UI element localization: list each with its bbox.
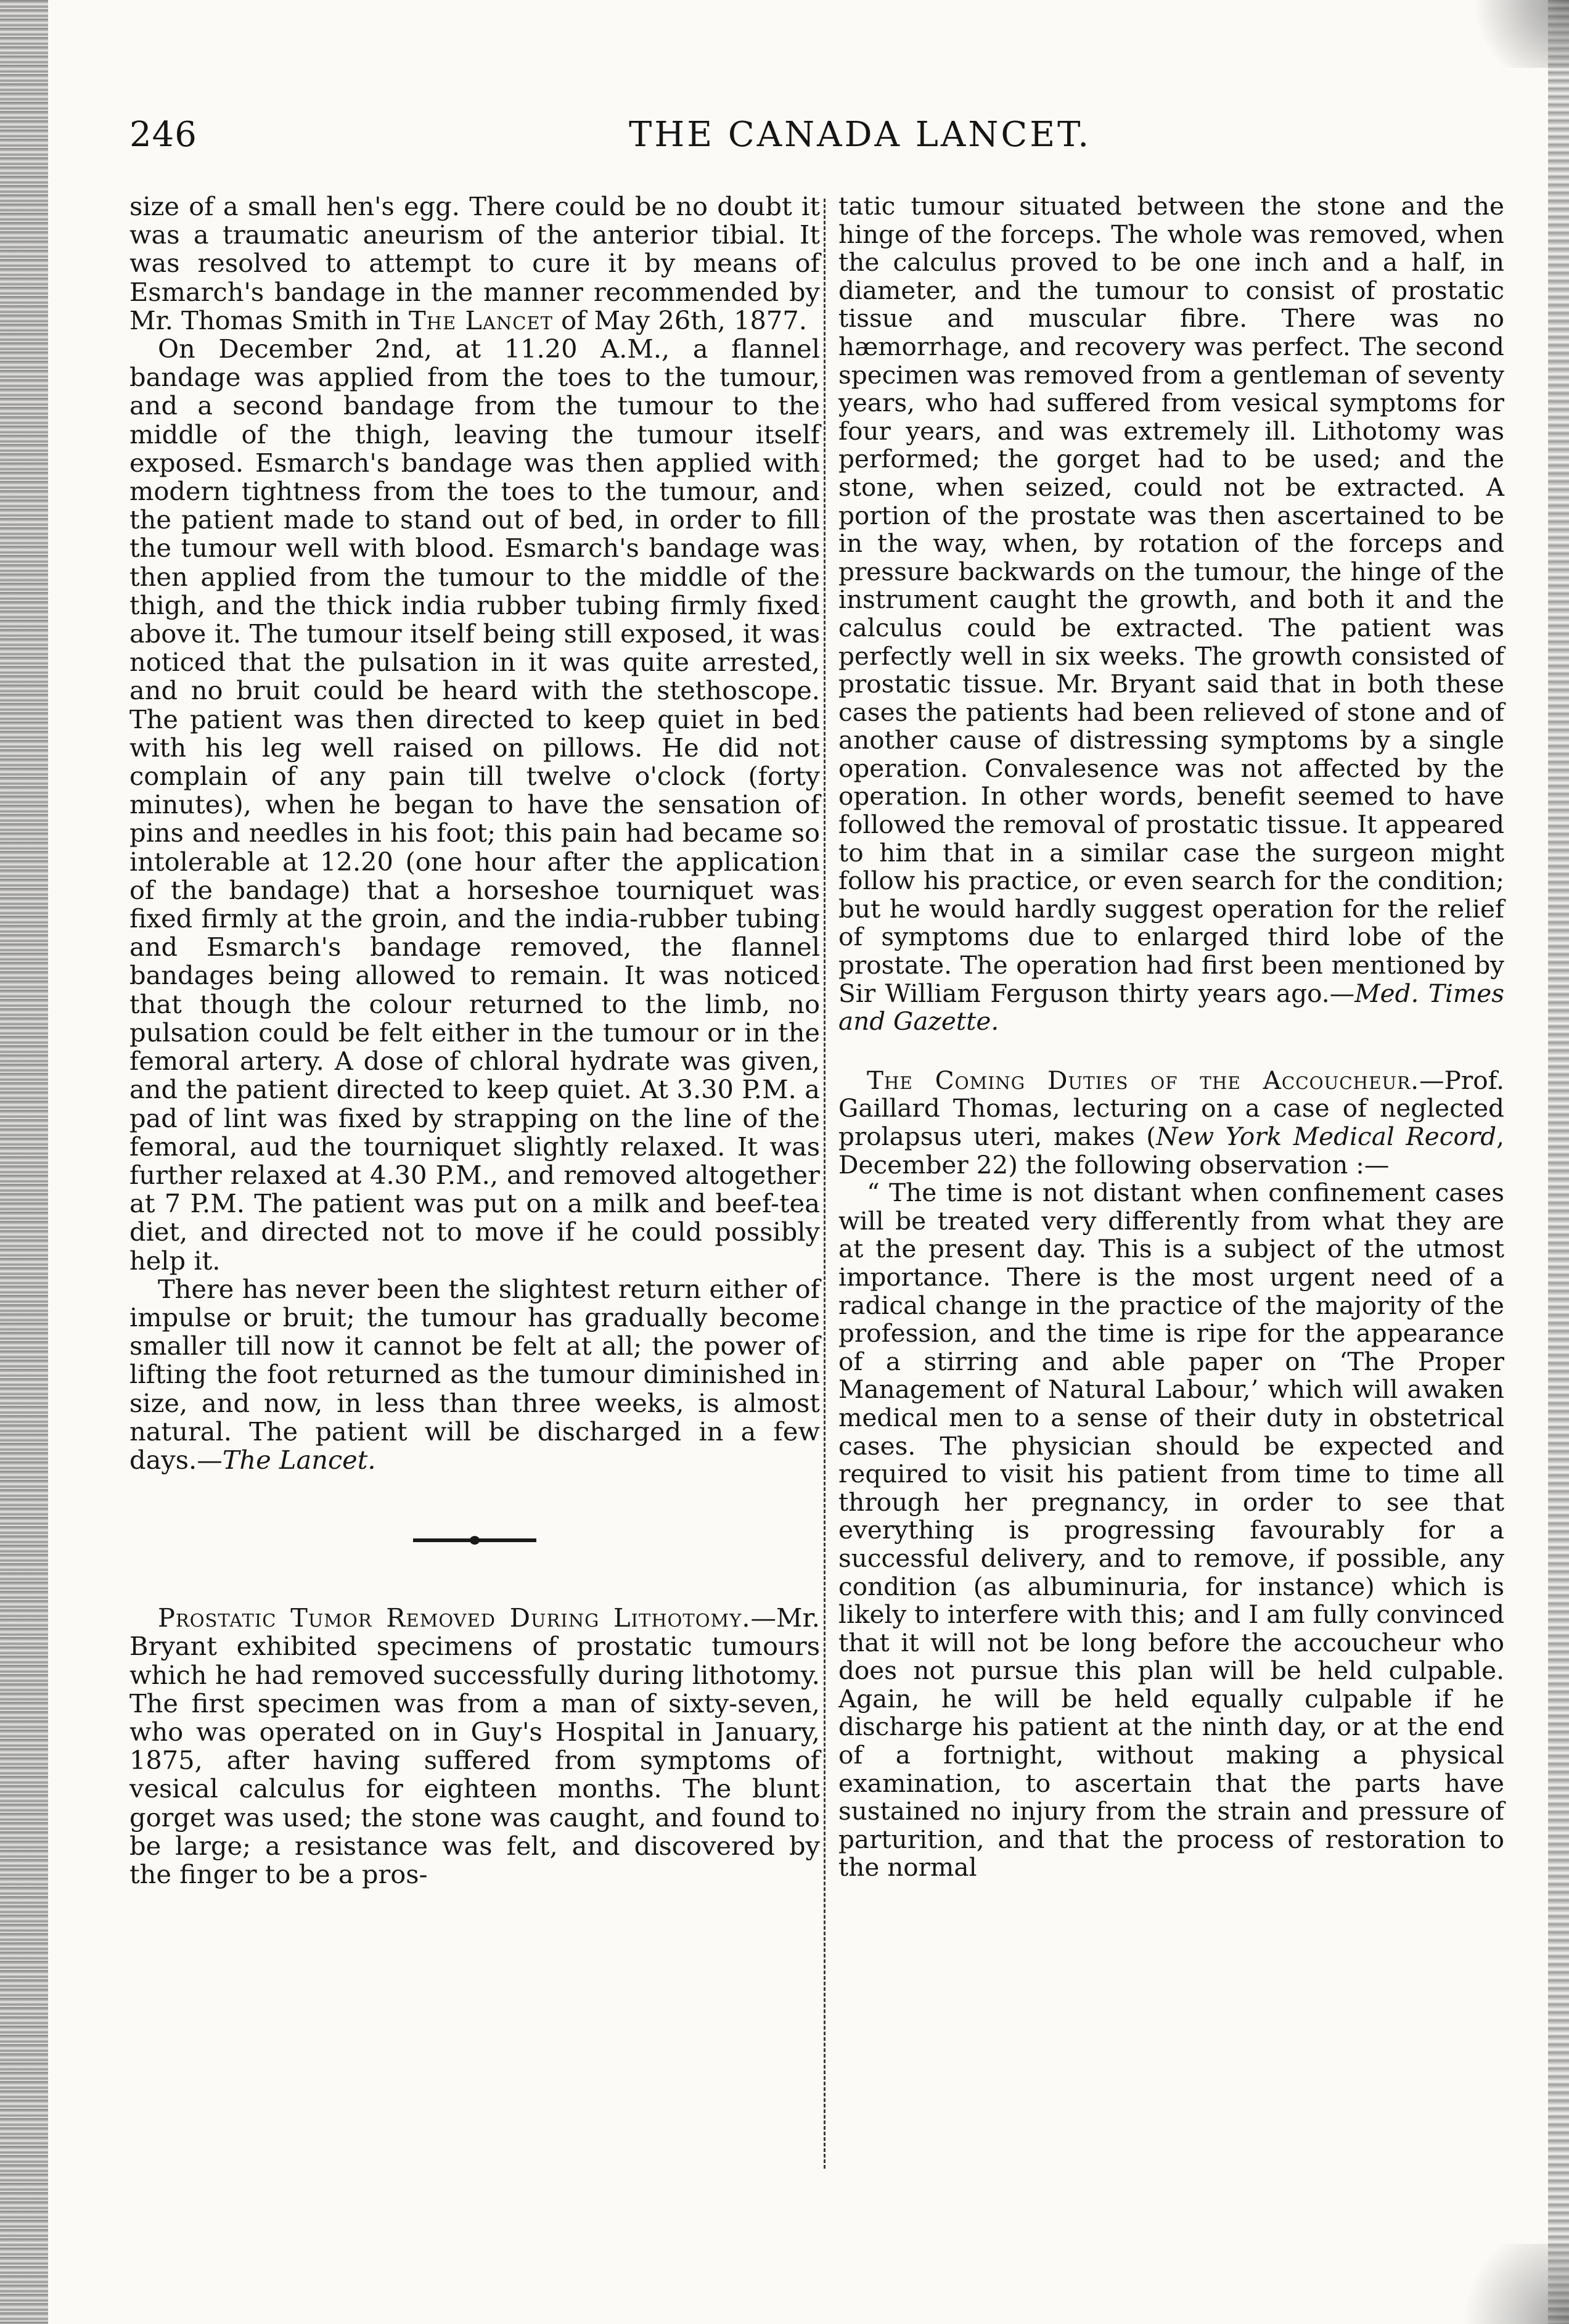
prostatic-tumor-continuation: tatic tumour situated between the stone and the hinge of the forceps. The whole was removed, when the calculus proved to be one inch and a half, in diameter, and the tumour to consist of prostatic tissue and muscular fibre. There was no hæmorrhage, and recovery was perfect. The second specimen was removed from a gentleman of seventy years, who had suffered from vesical symptoms for four years, and was extremely ill. Lithotomy was performed; the gorget had to be used; and the stone, when seized, could not be extracted. A portion of the prostate was then ascertained to be in the way, when, by rotation of the forceps and pressure backwards on the tumour, the hinge of the instrument caught the growth, and both it and the calculus could be extracted. The patient was perfectly well in six weeks. The growth consisted of prostatic tissue. Mr. Bryant said that in both these cases the patients had been relieved of stone and of another cause of distressing symptoms by a single operation. Convalesence was not affected by the operation. In other words, benefit seemed to have followed the removal of prostatic tissue. It appeared to him that in a similar case the surgeon might follow his practice, or even search for the condition; but he would hardly suggest operation for the relief of symptoms due to enlarged third lobe of the prostate. The operation had first been mentioned by Sir William Ferguson thirty years ago.—Med. Times and Gazette. (838, 191, 1505, 1037)
accoucheur-quote: “ The time is not distant when confinement cases will be treated very differently from what they are at the present day. This is a subject of the utmost importance. There is the most urgent need of a radical change in the practice of the majority of the profession, and the time is ripe for the appearance of a stirring and able paper on ‘The Proper Management of Natural Labour,’ which will awaken medical men to a sense of their duty in obstetrical cases. The physician should be expected and required to visit his patient from time to time all through her pregnancy, in order to see that everything is progressing favourably for a successful delivery, and to remove, if possible, any condition (as albuminuria, for instance) which is likely to interfere with this; and I am fully convinced that it will not be long before the accoucheur who does not pursue this plan will be held culpable. Again, he will be held equally culpable if he discharge his patient at the ninth day, or at the end of a fortnight, without making a physical examination, to ascertain that the parts have sustained no injury from the strain and pressure of parturition, and that the process of restoration to the normal (838, 1178, 1504, 1883)
right-column (838, 192, 1504, 1882)
source-citation: Med. Times and Gazette. (838, 978, 1505, 1037)
scan-binding-edge (0, 0, 48, 2324)
column-divider (824, 199, 825, 2169)
aneurism-paragraph-3: There has never been the slightest return either of impulse or bruit; the tumour has gradually become smaller till now it cannot be felt at all; the power of lifting the foot returned as the tumour diminished in size, and now, in less than three weeks, is almost natural. The patient will be discharged in a few days.—The Lancet. (129, 1273, 820, 1475)
accoucheur-article: The Coming Duties of the Accoucheur.—Prof. Gaillard Thomas, lecturing on a case of neglected prolapsus uteri, makes (New York Medical Record, December 22) the following observation :— (838, 1065, 1505, 1180)
scan-corner-smudge-top (1452, 0, 1569, 68)
left-column (129, 192, 820, 1889)
journal-name-italic: New York Medical Record (1156, 1122, 1497, 1151)
page-number: 246 (129, 115, 197, 155)
source-citation: The Lancet. (222, 1444, 376, 1475)
paragraph-gap (838, 1036, 1504, 1067)
scan-right-edge (1548, 0, 1569, 2324)
journal-name-small-caps: The Lancet (409, 305, 553, 335)
page-header (129, 115, 1510, 164)
prostatic-tumor-article: Prostatic Tumor Removed During Lithotomy.—Mr. Bryant exhibited specimens of prostatic tumours which he had removed successfully during lithotomy. The first specimen was from a man of sixty-seven, who was operated on in Guy's Hospital in January, 1875, after having suffered from symptoms of vesical calculus for eighteen months. The blunt gorget was used; the stone was caught, and found to be large; a resistance was felt, and discovered by the finger to be a pros- (129, 1603, 820, 1889)
aneurism-paragraph-2: On December 2nd, at 11.20 A.M., a flannel bandage was applied from the toes to the tumour, and a second bandage from the tumour to the middle of the thigh, leaving the tumour itself exposed. Esmarch's bandage was then applied with modern tightness from the toes to the tumour, and the patient made to stand out of bed, in order to fill the tumour well with blood. Esmarch's bandage was then applied from the tumour to the middle of the thigh, and the thick india rubber tubing firmly fixed above it. The tumour itself being still exposed, it was noticed that the pulsation in it was quite arrested, and no bruit could be heard with the stethoscope. The patient was then directed to keep quiet in bed with his leg well raised on pillows. He did not complain of any pain till twelve o'clock (forty minutes), when he began to have the sensation of pins and needles in his foot; this pain had became so intolerable at 12.20 (one hour after the application of the bandage) that a horseshoe tourniquet was fixed firmly at the groin, and the india-rubber tubing and Esmarch's bandage removed, the flannel bandages being allowed to remain. It was noticed that though the colour returned to the limb, no pulsation could be felt either in the tumour or in the femoral artery. A dose of chloral hydrate was given, and the patient directed to keep quiet. At 3.30 P.M. a pad of lint was fixed by strapping on the line of the femoral, aud the tourniquet slightly relaxed. It was further relaxed at 4.30 P.M., and removed altogether at 7 P.M. The patient was put on a milk and beef-tea diet, and directed not to move if he could possibly help it. (129, 334, 820, 1276)
running-title: THE CANADA LANCET. (629, 115, 1092, 155)
article-heading: The Coming Duties of the Accoucheur. (867, 1065, 1420, 1095)
aneurism-paragraph-1: size of a small hen's egg. There could be no doubt it was a traumatic aneurism of the anterior tibial. It was resolved to attempt to cure it by means of Esmarch's bandage in the manner recommended by Mr. Thomas Smith in The Lancet of May 26th, 1877. (129, 191, 820, 335)
scan-corner-smudge-bottom (1446, 2244, 1569, 2324)
article-heading: Prostatic Tumor Removed During Lithotomy. (158, 1603, 751, 1633)
section-divider-ornament (413, 1538, 536, 1542)
